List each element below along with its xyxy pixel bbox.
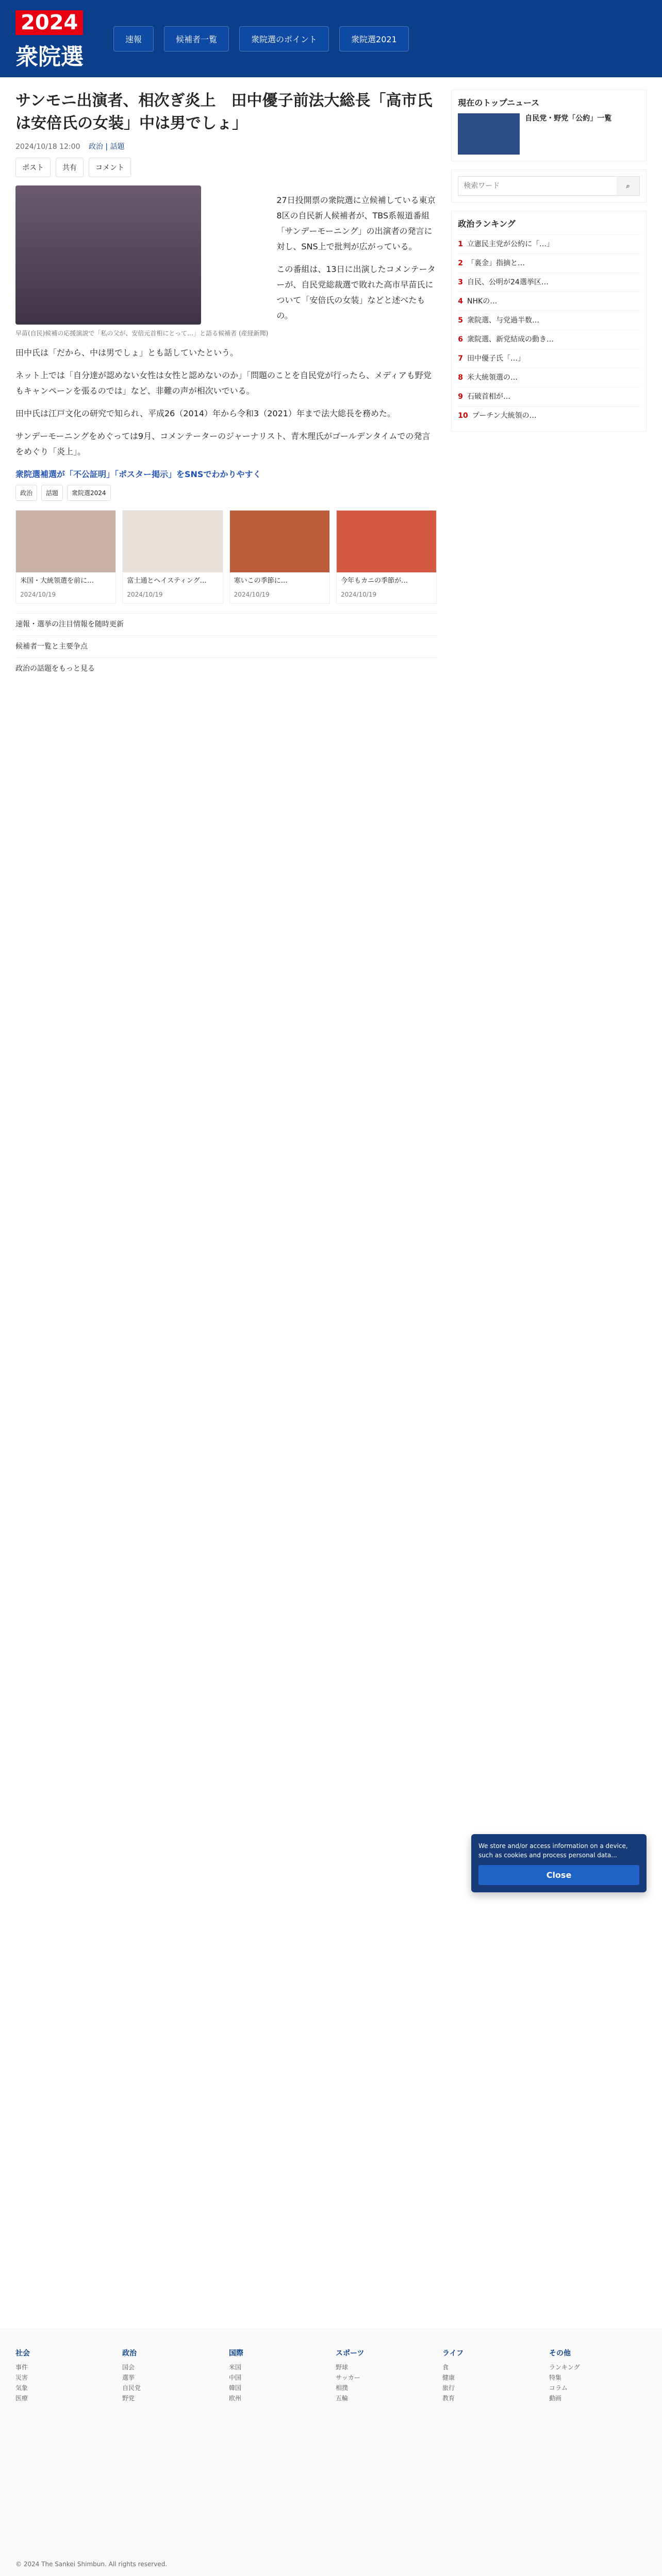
article-date: 2024/10/18 12:00 xyxy=(15,143,80,151)
footer-col xyxy=(336,2348,433,2403)
ranking-list xyxy=(458,234,640,425)
footer-link[interactable]: ランキング xyxy=(549,2364,580,2371)
hero-caption: 早苗(自民)候補の応援演説で「私の父が、安倍元首相にとって…」と語る候補者 (産経新聞) xyxy=(15,330,269,337)
list-item[interactable]: 候補者一覧と主要争点 xyxy=(15,635,437,657)
top-news-thumb xyxy=(458,113,520,155)
footer-link[interactable]: 野党 xyxy=(122,2395,135,2402)
cookie-banner xyxy=(471,1834,647,1892)
top-news-label: 現在のトップニュース xyxy=(458,98,540,108)
footer-link[interactable]: 動画 xyxy=(549,2395,562,2402)
related-card[interactable] xyxy=(229,510,330,604)
search-form xyxy=(458,176,640,196)
ranking-item[interactable] xyxy=(458,253,640,273)
footer-col xyxy=(442,2348,540,2403)
footer-col-title: その他 xyxy=(549,2349,571,2358)
ranking-item[interactable] xyxy=(458,406,640,425)
ranking-text: 米大統領選の… xyxy=(467,374,518,382)
rank-number: 1 xyxy=(458,240,464,248)
ranking-box xyxy=(451,211,647,432)
sidebar xyxy=(451,90,647,680)
footer-link[interactable]: 医療 xyxy=(15,2395,28,2402)
list-item[interactable]: 速報・選挙の注目情報を随時更新 xyxy=(15,613,437,635)
footer-link[interactable]: 健康 xyxy=(442,2374,455,2381)
rank-number: 9 xyxy=(458,393,464,401)
footer xyxy=(0,2329,662,2576)
article-paragraph: 田中氏は江戸文化の研究で知られ、平成26（2014）年から令和3（2021）年まで法大総長を務めた。 xyxy=(15,409,395,418)
brand-title: 衆院選 xyxy=(15,44,84,70)
article-paragraph: サンデーモーニングをめぐっては9月、コメンテーターのジャーナリスト、青木理氏がゴールデンタイムでの発言をめぐり「炎上」。 xyxy=(15,431,431,456)
top-header xyxy=(0,0,662,77)
cookie-text: We store and/or access information on a device, such as cookies and process personal data... xyxy=(478,1842,628,1859)
related-thumb xyxy=(230,511,329,572)
related-date: 2024/10/19 xyxy=(340,591,377,598)
article-title: サンモニ出演者、相次ぎ炎上 田中優子前法大総長「高市氏は安倍氏の女装」中は男でしょ」 xyxy=(15,92,433,132)
related-title: 寒いこの季節に… xyxy=(234,577,288,585)
footer-col xyxy=(549,2348,647,2403)
article-paragraph: 27日投開票の衆院選に立候補している東京8区の自民新人候補者が、TBS系報道番組「サンデーモーニング」の出演者の発言に対し、SNS上で批判が広がっている。 xyxy=(276,195,436,251)
footer-col-title: ライフ xyxy=(442,2349,464,2358)
nav-item[interactable]: 速報 xyxy=(113,26,154,52)
related-title: 富士通とヘイスティング… xyxy=(127,577,207,585)
related-grid xyxy=(15,510,437,604)
ranking-item[interactable] xyxy=(458,292,640,311)
footer-col xyxy=(15,2348,113,2403)
search-button[interactable] xyxy=(617,177,639,195)
footer-link[interactable]: 欧州 xyxy=(229,2395,242,2402)
ranking-text: 石破首相が… xyxy=(467,393,511,401)
brand-year: 2024 xyxy=(15,10,83,35)
footer-link[interactable]: 中国 xyxy=(229,2374,242,2381)
ranking-item[interactable] xyxy=(458,349,640,368)
related-date: 2024/10/19 xyxy=(20,591,56,598)
ranking-item[interactable] xyxy=(458,234,640,253)
read-more-link[interactable]: 衆院選補選が「不公証明」「ポスター掲示」をSNSでわかりやすく xyxy=(15,469,261,479)
footer-link[interactable]: 災害 xyxy=(15,2374,28,2381)
ranking-item[interactable] xyxy=(458,368,640,387)
ranking-text: 立憲民主党が公約に「…」 xyxy=(467,240,554,248)
footer-link[interactable]: 事件 xyxy=(15,2364,28,2371)
rank-number: 8 xyxy=(458,374,464,382)
article-paragraph: ネット上では「自分達が認めない女性は女性と認めないのか」「問題のことを自民党が行ったら、メディアも野党もキャンペーンを張るのでは」など、非難の声が相次いでいる。 xyxy=(15,370,432,396)
ranking-text: 衆院選、新党結成の動き… xyxy=(467,335,554,344)
rank-number: 7 xyxy=(458,354,464,363)
nav-item[interactable]: 衆院選2021 xyxy=(339,26,409,52)
search-box xyxy=(451,170,647,202)
footer-link[interactable]: 選挙 xyxy=(122,2374,135,2381)
cookie-close-button[interactable]: Close xyxy=(478,1865,639,1885)
footer-columns xyxy=(15,2348,647,2403)
footer-link[interactable]: 国会 xyxy=(122,2364,135,2371)
article-paragraph: 田中氏は「だから、中は男でしょ」とも話していたという。 xyxy=(15,348,239,358)
ranking-item[interactable] xyxy=(458,387,640,406)
ranking-text: 「裏金」指摘と… xyxy=(467,259,525,267)
ranking-item[interactable] xyxy=(458,273,640,292)
footer-link[interactable]: 気象 xyxy=(15,2384,28,2392)
more-news-list xyxy=(15,613,437,680)
top-nav xyxy=(113,10,641,67)
ranking-text: 自民、公明が24選挙区… xyxy=(467,278,549,286)
tag[interactable]: 話題 xyxy=(41,485,63,501)
comment-button[interactable]: コメント xyxy=(89,158,131,177)
related-date: 2024/10/19 xyxy=(234,591,270,598)
footer-link[interactable]: 旅行 xyxy=(442,2384,455,2392)
footer-link[interactable]: 自民党 xyxy=(122,2384,141,2392)
nav-item[interactable]: 衆院選のポイント xyxy=(239,26,329,52)
footer-link[interactable]: サッカー xyxy=(336,2374,360,2381)
related-title: 今年もカニの季節が… xyxy=(340,577,408,585)
footer-link[interactable]: 韓国 xyxy=(229,2384,242,2392)
page-content xyxy=(0,77,662,692)
footer-link[interactable]: 相撲 xyxy=(336,2384,349,2392)
rank-number: 3 xyxy=(458,278,464,286)
footer-link[interactable]: 米国 xyxy=(229,2364,242,2371)
related-thumb xyxy=(16,511,115,572)
related-thumb xyxy=(337,511,436,572)
footer-col-title: 政治 xyxy=(122,2349,137,2358)
footer-link[interactable]: 教育 xyxy=(442,2395,455,2402)
tag[interactable]: 衆院選2024 xyxy=(67,485,111,501)
top-news-title[interactable]: 自民党・野党「公約」一覧 xyxy=(525,114,612,123)
ranking-text: 田中優子氏「…」 xyxy=(467,354,525,363)
rank-number: 5 xyxy=(458,316,464,325)
share-x-button[interactable]: ポスト xyxy=(15,158,51,177)
ranking-text: NHKの… xyxy=(467,297,498,306)
article-paragraph: この番組は、13日に出演したコメンテーターが、自民党総裁選で敗れた高市早苗氏について「安倍氏の女装」などと述べたもの。 xyxy=(276,264,436,320)
search-input[interactable] xyxy=(458,177,617,195)
article-tags xyxy=(15,485,437,501)
footer-col xyxy=(229,2348,326,2403)
rank-number: 6 xyxy=(458,335,464,344)
related-date: 2024/10/19 xyxy=(127,591,163,598)
share-button[interactable]: 共有 xyxy=(56,158,84,177)
rank-number: 4 xyxy=(458,297,464,306)
main-column xyxy=(15,90,437,680)
hero-image xyxy=(15,185,201,325)
footer-col-title: 国際 xyxy=(229,2349,243,2358)
top-news-box xyxy=(451,90,647,161)
footer-col-title: 社会 xyxy=(15,2349,30,2358)
ranking-item[interactable] xyxy=(458,330,640,349)
ranking-title: 政治ランキング xyxy=(458,219,516,229)
related-card[interactable] xyxy=(15,510,116,604)
list-item[interactable]: 政治の話題をもっと見る xyxy=(15,657,437,680)
related-thumb xyxy=(123,511,222,572)
footer-col-title: スポーツ xyxy=(336,2349,365,2358)
article-category: 政治 | 話題 xyxy=(88,143,125,151)
ranking-item[interactable] xyxy=(458,311,640,330)
share-bar xyxy=(15,158,437,177)
search-icon: ⌕ xyxy=(626,182,630,190)
nav-item[interactable]: 候補者一覧 xyxy=(164,26,229,52)
footer-col xyxy=(122,2348,220,2403)
footer-link[interactable]: 食 xyxy=(442,2364,449,2371)
tag[interactable]: 政治 xyxy=(15,485,37,501)
rank-number: 10 xyxy=(458,412,468,420)
copyright: © 2024 The Sankei Shimbun. All rights reserved. xyxy=(15,2561,168,2568)
brand-logo xyxy=(15,10,93,70)
related-title: 米国・大統領選を前に… xyxy=(20,577,94,585)
footer-link[interactable]: 特集 xyxy=(549,2374,562,2381)
ranking-text: 衆院選、与党過半数… xyxy=(467,316,540,325)
ranking-text: プーチン大統領の… xyxy=(472,412,537,420)
article-body xyxy=(15,185,437,338)
rank-number: 2 xyxy=(458,259,464,267)
footer-link[interactable]: 野球 xyxy=(336,2364,349,2371)
related-card[interactable] xyxy=(122,510,223,604)
article-meta xyxy=(15,141,437,151)
footer-link[interactable]: コラム xyxy=(549,2384,568,2392)
footer-link[interactable]: 五輪 xyxy=(336,2395,349,2402)
related-card[interactable] xyxy=(336,510,437,604)
